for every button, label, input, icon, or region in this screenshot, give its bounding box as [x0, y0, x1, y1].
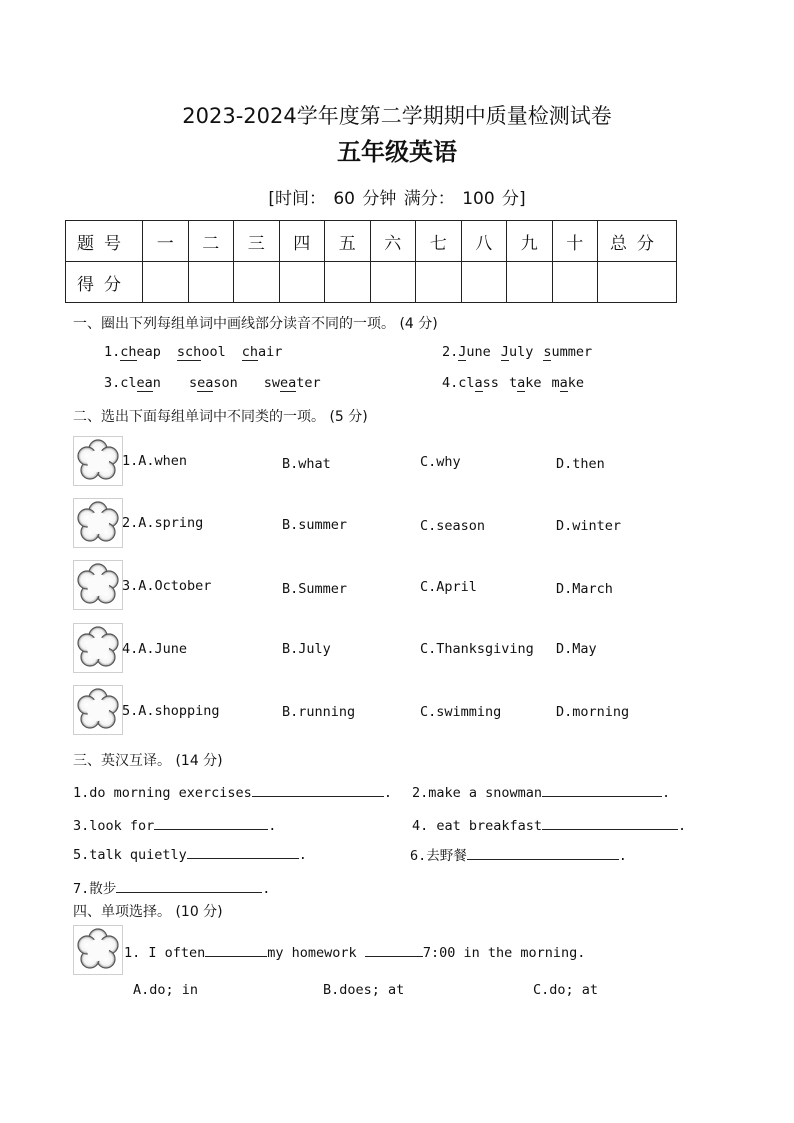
section3-q1: [73, 782, 392, 801]
section2-q1-b: B.what: [282, 456, 331, 472]
flower-icon: [73, 623, 123, 673]
section3-heading: 三、英汉互译。 (14 分): [73, 753, 223, 769]
answer-blank[interactable]: [542, 782, 662, 797]
q-text: 5.talk quietly: [73, 847, 187, 863]
section3-q4: [412, 815, 686, 834]
section2-q5-a: 5.A.shopping: [122, 703, 220, 719]
exam-subtitle: 五年级英语: [337, 138, 457, 166]
word-rest: n: [152, 375, 161, 391]
word-rest: sw: [263, 375, 280, 391]
score-table-col: 七: [416, 221, 462, 262]
score-table-col: 五: [325, 221, 371, 262]
score-cell[interactable]: [143, 262, 189, 303]
q-text: 3.look for: [73, 818, 155, 834]
q-text: 1. I often: [124, 945, 206, 961]
word-rest: cl: [120, 375, 137, 391]
underlined-part: ch: [120, 344, 137, 360]
score-table-col: 六: [370, 221, 416, 262]
section2-q4-b: B.July: [282, 641, 331, 657]
score-cell[interactable]: [416, 262, 462, 303]
section2-q2-c: C.season: [420, 518, 486, 534]
section2-q5-d: D.morning: [556, 704, 630, 720]
q-text: my homework: [267, 945, 365, 961]
answer-blank[interactable]: [467, 845, 619, 860]
underlined-part: J: [500, 344, 509, 360]
word-rest: son: [213, 375, 238, 391]
section1-q4: [442, 375, 600, 391]
section2-heading: 二、选出下面每组单词中不同类的一项。 (5 分): [73, 409, 368, 425]
underlined-part: ea: [280, 375, 297, 391]
word-rest: t: [508, 375, 518, 391]
section2-q4-a: 4.A.June: [122, 641, 188, 657]
section2-q2-a: 2.A.spring: [122, 515, 204, 531]
section4-q1-option-b[interactable]: B.does; at: [323, 982, 405, 998]
answer-blank[interactable]: [154, 815, 268, 830]
score-table-row2-label: 得分: [66, 262, 143, 303]
score-cell[interactable]: [188, 262, 234, 303]
word-rest: ummer: [551, 344, 593, 360]
word-rest: ss: [482, 375, 499, 391]
exam-meta: [时间： 60 分钟 满分： 100 分]: [268, 189, 526, 209]
q-number: 1.: [104, 344, 121, 360]
word-rest: une: [466, 344, 491, 360]
q-number: 2.: [442, 344, 459, 360]
section2-q5-b: B.running: [282, 704, 356, 720]
word-rest: eap: [136, 344, 161, 360]
score-table-header-row: [66, 221, 677, 262]
section2-q1-c: C.why: [420, 454, 461, 470]
flower-icon: [73, 560, 123, 610]
score-table-col: 四: [279, 221, 325, 262]
section1-q2: [442, 344, 608, 360]
underlined-part: sch: [176, 344, 202, 360]
underlined-part: ch: [241, 344, 258, 360]
section4-q1: [124, 942, 585, 961]
q-text: 7.散步: [73, 881, 117, 897]
period: .: [268, 818, 277, 834]
word-rest: air: [257, 344, 283, 360]
answer-blank[interactable]: [542, 815, 678, 830]
section2-q3-a: 3.A.October: [122, 578, 212, 594]
section4-q1-option-a[interactable]: A.do; in: [133, 982, 199, 998]
answer-blank[interactable]: [116, 878, 262, 893]
word-rest: s: [188, 375, 198, 391]
period: .: [678, 818, 687, 834]
period: .: [618, 848, 627, 864]
period: .: [662, 785, 671, 801]
score-table-col: 八: [461, 221, 507, 262]
word-rest: ke: [525, 375, 542, 391]
score-table-score-row: [66, 262, 677, 303]
word-rest: cl: [458, 375, 475, 391]
q-number: 3.: [104, 375, 121, 391]
score-table-col: 九: [507, 221, 553, 262]
flower-icon: [73, 685, 123, 735]
score-cell[interactable]: [325, 262, 371, 303]
section1-q3: [104, 375, 337, 391]
score-table-col: 一: [143, 221, 189, 262]
score-table-col: 十: [552, 221, 598, 262]
section4-q1-option-c[interactable]: C.do; at: [533, 982, 599, 998]
underlined-part: ea: [197, 375, 214, 391]
word-rest: uly: [508, 344, 534, 360]
score-cell[interactable]: [552, 262, 598, 303]
underlined-part: J: [458, 344, 467, 360]
q-number: 4.: [442, 375, 459, 391]
q-text: 7:00 in the morning.: [422, 945, 586, 961]
underlined-part: s: [543, 344, 552, 360]
score-table-row1-label: 题号: [66, 221, 143, 262]
section3-q7: [73, 877, 270, 897]
section2-q3-c: C.April: [420, 579, 477, 595]
score-table-col: 三: [234, 221, 280, 262]
score-cell[interactable]: [461, 262, 507, 303]
section3-q2: [412, 782, 670, 801]
period: .: [298, 847, 307, 863]
score-cell[interactable]: [370, 262, 416, 303]
section2-q2-d: D.winter: [556, 518, 622, 534]
score-table-total-label: 总分: [598, 221, 677, 262]
flower-icon: [73, 498, 123, 548]
word-rest: m: [551, 375, 560, 391]
section1-q1: [104, 344, 298, 360]
score-cell[interactable]: [279, 262, 325, 303]
section4-heading: 四、单项选择。 (10 分): [73, 904, 223, 920]
word-rest: ool: [201, 344, 226, 360]
word-rest: ter: [296, 375, 321, 391]
underlined-part: ea: [136, 375, 153, 391]
q-text: 2.make a snowman: [412, 785, 543, 801]
section2-q1-a: 1.A.when: [122, 453, 188, 469]
exam-title: 2023-2024学年度第二学期期中质量检测试卷: [182, 104, 612, 128]
section2-q3-d: D.March: [556, 581, 613, 597]
period: .: [262, 881, 271, 897]
score-cell[interactable]: [234, 262, 280, 303]
word-rest: ke: [567, 375, 585, 391]
underlined-part: a: [474, 375, 483, 391]
score-cell-total[interactable]: [598, 262, 677, 303]
score-table-col: 二: [188, 221, 234, 262]
score-cell[interactable]: [507, 262, 553, 303]
section2-q4-c: C.Thanksgiving: [420, 641, 534, 657]
section3-q3: [73, 815, 276, 834]
section2-q2-b: B.summer: [282, 517, 348, 533]
score-table: [65, 220, 677, 303]
answer-blank[interactable]: [252, 782, 384, 797]
section2-q1-d: D.then: [556, 456, 605, 472]
section2-q3-b: B.Summer: [282, 581, 348, 597]
section2-q5-c: C.swimming: [420, 704, 502, 720]
q-text: 4. eat breakfast: [412, 818, 543, 834]
underlined-part: a: [559, 375, 568, 391]
answer-blank[interactable]: [205, 942, 267, 957]
section3-q5: [73, 844, 307, 863]
flower-icon: [73, 925, 123, 975]
section3-q6: [410, 844, 627, 864]
answer-blank[interactable]: [187, 844, 299, 859]
section1-heading: 一、圈出下列每组单词中画线部分读音不同的一项。 (4 分): [73, 316, 438, 332]
q-text: 6.去野餐: [410, 848, 467, 864]
underlined-part: a: [517, 375, 526, 391]
period: .: [383, 785, 392, 801]
q-text: 1.do morning exercises: [73, 785, 252, 801]
flower-icon: [73, 436, 123, 486]
answer-blank[interactable]: [365, 942, 423, 957]
section2-q4-d: D.May: [556, 641, 597, 657]
